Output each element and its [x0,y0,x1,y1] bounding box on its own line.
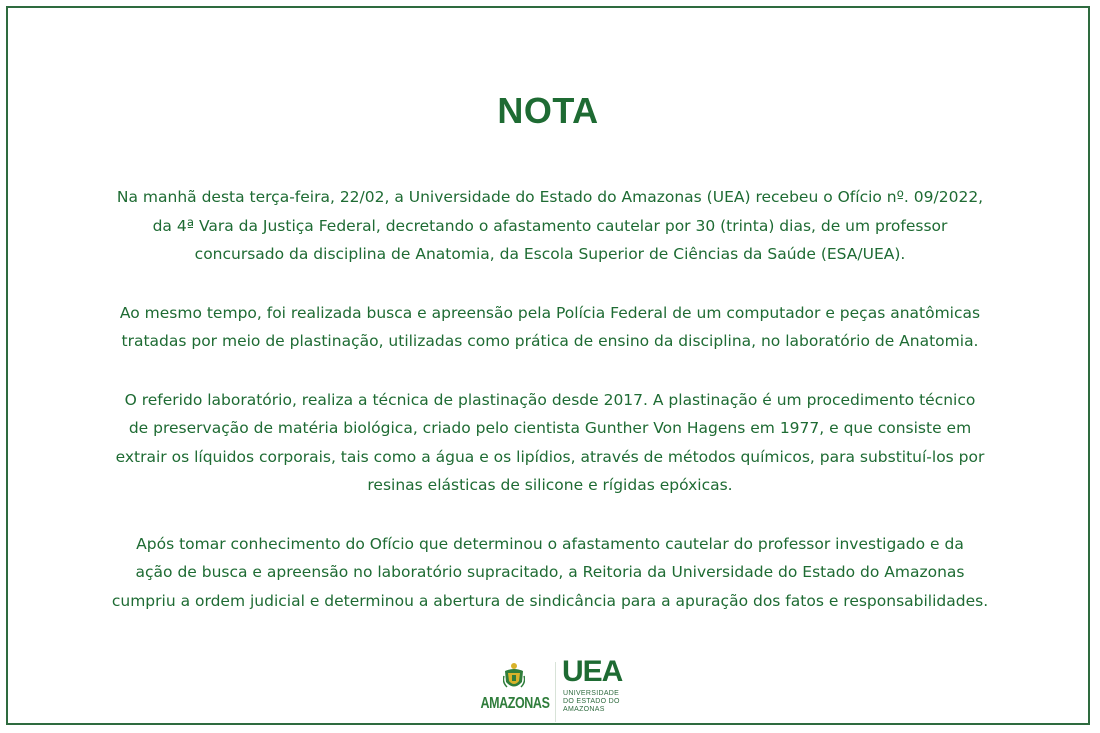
paragraph-line: de preservação de matéria biológica, criado pelo cientista Gunther Von Hagens em 1977, e que consiste em [128,419,972,437]
amazonas-logo-text: AMAZONAS [480,694,550,712]
amazonas-logo [478,656,548,726]
logo-divider [555,662,556,722]
paragraph-line: O referido laboratório, realiza a técnica de plastinação desde 2017. A plastinação é um procedimento técnico [124,390,976,409]
paragraph-line: Na manhã desta terça-feira, 22/02, a Universidade do Estado do Amazonas (UEA) recebeu o Ofício nº. 09/2022, [116,188,984,206]
paragraph-line: ação de busca e apreensão no laboratório supracitado, a Reitoria da Universidade do Estado do Amazonas [135,563,965,581]
paragraph-3 [68,386,1032,500]
paragraph-line: da 4ª Vara da Justiça Federal, decretando o afastamento cautelar por 30 (trinta) dias, de um professor [152,216,948,235]
paragraph-4 [68,530,1032,616]
paragraph-2 [68,299,1032,356]
paragraph-line: resinas elásticas de silicone e rígidas epóxicas. [367,476,733,494]
note-title: NOTA [497,90,599,131]
paragraph-line: extrair os líquidos corporais, tais como a água e os lipídios, através de métodos químicos, para substituí-los por [115,447,985,466]
uea-subtitle-line: AMAZONAS [563,706,605,713]
state-crest-icon [503,662,525,692]
paragraph-1 [68,183,1032,269]
note-frame [6,6,1090,725]
paragraph-line: Ao mesmo tempo, foi realizada busca e apreensão pela Polícia Federal de um computador e peças anatômicas [119,303,981,322]
uea-logo-text: UEA [562,655,623,688]
uea-logo-subtitle [563,690,629,714]
note-body [68,183,1032,645]
uea-subtitle-line: DO ESTADO DO [563,698,620,705]
paragraph-line: Após tomar conhecimento do Ofício que determinou o afastamento cautelar do professor investigado e da [136,534,964,553]
paragraph-line: concursado da disciplina de Anatomia, da Escola Superior de Ciências da Saúde (ESA/UEA). [194,245,906,263]
paragraph-line: tratadas por meio de plastinação, utilizadas como prática de ensino da disciplina, no laboratório de Anatomia. [121,332,979,350]
logos-row [478,656,638,726]
uea-logo [562,656,632,726]
paragraph-line: cumpriu a ordem judicial e determinou a abertura de sindicância para a apuração dos fatos e responsabilidades. [111,591,989,610]
uea-subtitle-line: UNIVERSIDADE [563,690,620,697]
